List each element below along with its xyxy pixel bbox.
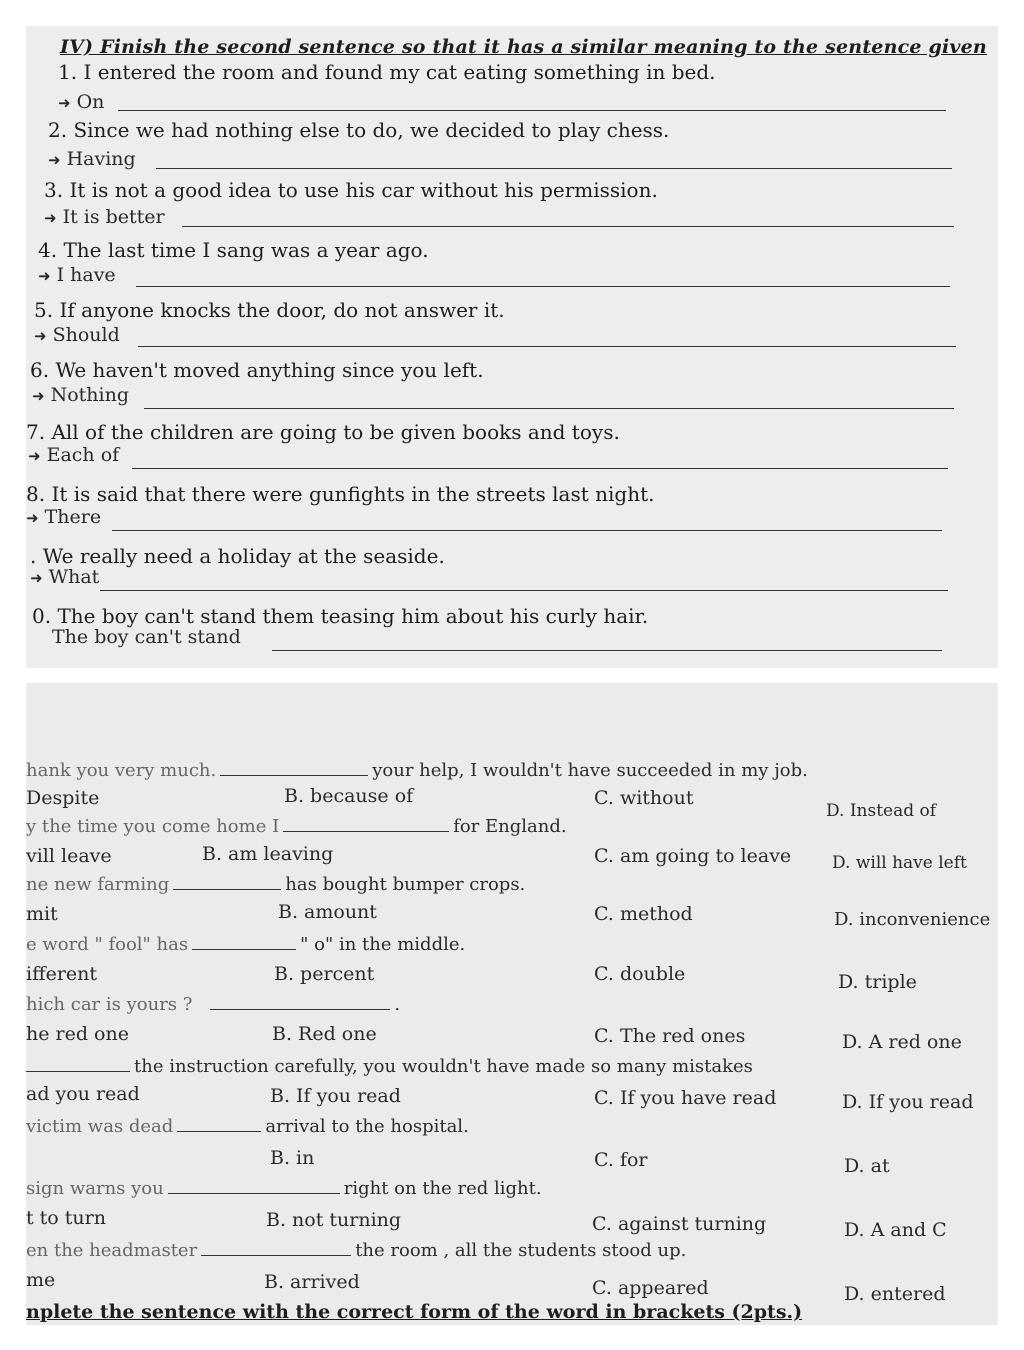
- option-a[interactable]: ifferent: [26, 963, 98, 985]
- answer-line-7[interactable]: [132, 468, 948, 469]
- option-d[interactable]: D. A and C: [844, 1219, 947, 1241]
- question-9: en the headmaster the room , all the students stood up.: [26, 1240, 687, 1261]
- answer-blank[interactable]: [210, 993, 390, 1010]
- option-d[interactable]: D. inconvenience: [834, 909, 991, 930]
- starter-5: ➜ Should: [34, 324, 120, 346]
- option-d[interactable]: D. A red one: [842, 1031, 962, 1053]
- starter-3: ➜ It is better: [44, 206, 165, 228]
- arrow-icon: ➜: [58, 94, 71, 112]
- option-a[interactable]: t to turn: [26, 1207, 106, 1229]
- answer-blank[interactable]: [192, 933, 296, 950]
- option-c[interactable]: C. If you have read: [594, 1087, 777, 1109]
- option-c[interactable]: C. The red ones: [594, 1025, 746, 1047]
- arrow-icon: ➜: [30, 569, 43, 587]
- option-c[interactable]: C. am going to leave: [594, 845, 792, 867]
- answer-blank[interactable]: [173, 873, 281, 890]
- answer-line-6[interactable]: [144, 408, 954, 409]
- answer-line-2[interactable]: [156, 168, 952, 169]
- answer-line-10[interactable]: [272, 650, 942, 651]
- next-section-heading: nplete the sentence with the correct form of the word in brackets (2pts.): [26, 1301, 803, 1323]
- arrow-icon: ➜: [38, 267, 51, 285]
- question-1: hank you very much. your help, I wouldn't have succeeded in my job.: [26, 760, 808, 781]
- sentence-6: 6. We haven't moved anything since you left.: [30, 358, 484, 382]
- worksheet-bottom: [26, 683, 998, 1325]
- answer-blank[interactable]: [220, 759, 368, 776]
- answer-line-4[interactable]: [136, 286, 950, 287]
- answer-blank[interactable]: [201, 1239, 351, 1256]
- answer-line-8[interactable]: [112, 530, 942, 531]
- answer-blank[interactable]: [26, 1055, 130, 1072]
- option-d[interactable]: D. If you read: [842, 1091, 974, 1113]
- option-b[interactable]: B. because of: [284, 785, 414, 807]
- option-b[interactable]: B. If you read: [270, 1085, 401, 1107]
- sentence-9: . We really need a holiday at the seaside.: [30, 544, 445, 568]
- option-a[interactable]: ad you read: [26, 1083, 140, 1105]
- arrow-icon: ➜: [34, 327, 47, 345]
- starter-1: ➜ On: [58, 91, 105, 113]
- option-d[interactable]: D. at: [844, 1155, 890, 1177]
- sentence-4: 4. The last time I sang was a year ago.: [38, 238, 429, 262]
- option-b[interactable]: B. percent: [274, 963, 375, 985]
- answer-blank[interactable]: [283, 815, 449, 832]
- sentence-5: 5. If anyone knocks the door, do not answer it.: [34, 298, 505, 322]
- starter-6: ➜ Nothing: [32, 384, 129, 406]
- answer-line-1[interactable]: [118, 110, 946, 111]
- arrow-icon: ➜: [32, 387, 45, 405]
- answer-line-9[interactable]: [100, 590, 948, 591]
- sentence-8: 8. It is said that there were gunfights in the streets last night.: [26, 482, 655, 506]
- option-d[interactable]: D. Instead of: [826, 801, 937, 821]
- starter-9: ➜ What: [30, 566, 100, 588]
- option-d[interactable]: D. triple: [838, 971, 917, 993]
- sentence-1: 1. I entered the room and found my cat eating something in bed.: [58, 60, 716, 84]
- option-b[interactable]: B. amount: [278, 901, 377, 923]
- option-b[interactable]: B. Red one: [272, 1023, 377, 1045]
- starter-4: ➜ I have: [38, 264, 116, 286]
- option-a[interactable]: me: [26, 1269, 56, 1291]
- option-b[interactable]: B. in: [270, 1147, 315, 1169]
- starter-8: ➜ There: [26, 506, 102, 528]
- question-6: the instruction carefully, you wouldn't have made so many mistakes: [26, 1055, 753, 1077]
- answer-blank[interactable]: [168, 1177, 340, 1194]
- option-c[interactable]: C. double: [594, 963, 686, 985]
- option-b[interactable]: B. am leaving: [202, 843, 334, 865]
- sentence-2: 2. Since we had nothing else to do, we decided to play chess.: [48, 118, 670, 142]
- worksheet-top: [26, 26, 998, 668]
- arrow-icon: ➜: [44, 209, 57, 227]
- answer-line-5[interactable]: [138, 346, 956, 347]
- sentence-7: 7. All of the children are going to be given books and toys.: [26, 420, 620, 444]
- option-d[interactable]: D. will have left: [832, 853, 967, 873]
- sentence-10: 0. The boy can't stand them teasing him about his curly hair.: [32, 604, 649, 628]
- option-c[interactable]: C. against turning: [592, 1213, 767, 1235]
- question-2: y the time you come home I for England.: [26, 816, 567, 837]
- starter-7: ➜ Each of: [28, 444, 120, 466]
- option-a[interactable]: mit: [26, 903, 58, 925]
- question-4: e word " fool" has " o" in the middle.: [26, 934, 466, 955]
- option-c[interactable]: C. for: [594, 1149, 648, 1171]
- option-c[interactable]: C. method: [594, 903, 693, 925]
- arrow-icon: ➜: [26, 509, 39, 527]
- arrow-icon: ➜: [48, 151, 61, 169]
- option-b[interactable]: B. not turning: [266, 1209, 402, 1231]
- option-a[interactable]: vill leave: [26, 845, 112, 867]
- answer-blank[interactable]: [177, 1115, 261, 1132]
- question-5: hich car is yours ? .: [26, 994, 401, 1015]
- starter-10: The boy can't stand: [52, 626, 241, 648]
- answer-line-3[interactable]: [182, 226, 954, 227]
- option-a[interactable]: he red one: [26, 1023, 129, 1045]
- option-d[interactable]: D. entered: [844, 1283, 946, 1305]
- option-b[interactable]: B. arrived: [264, 1271, 360, 1293]
- option-a[interactable]: Despite: [26, 787, 100, 809]
- sentence-3: 3. It is not a good idea to use his car without his permission.: [44, 178, 658, 202]
- question-3: ne new farming has bought bumper crops.: [26, 874, 526, 895]
- option-c[interactable]: C. without: [594, 787, 694, 809]
- option-c[interactable]: C. appeared: [592, 1277, 709, 1299]
- section-heading: IV) Finish the second sentence so that it has a similar meaning to the sentence given: [60, 36, 987, 58]
- question-8: sign warns you right on the red light.: [26, 1178, 542, 1199]
- arrow-icon: ➜: [28, 447, 41, 465]
- starter-2: ➜ Having: [48, 148, 136, 170]
- question-7: victim was dead arrival to the hospital.: [26, 1116, 469, 1137]
